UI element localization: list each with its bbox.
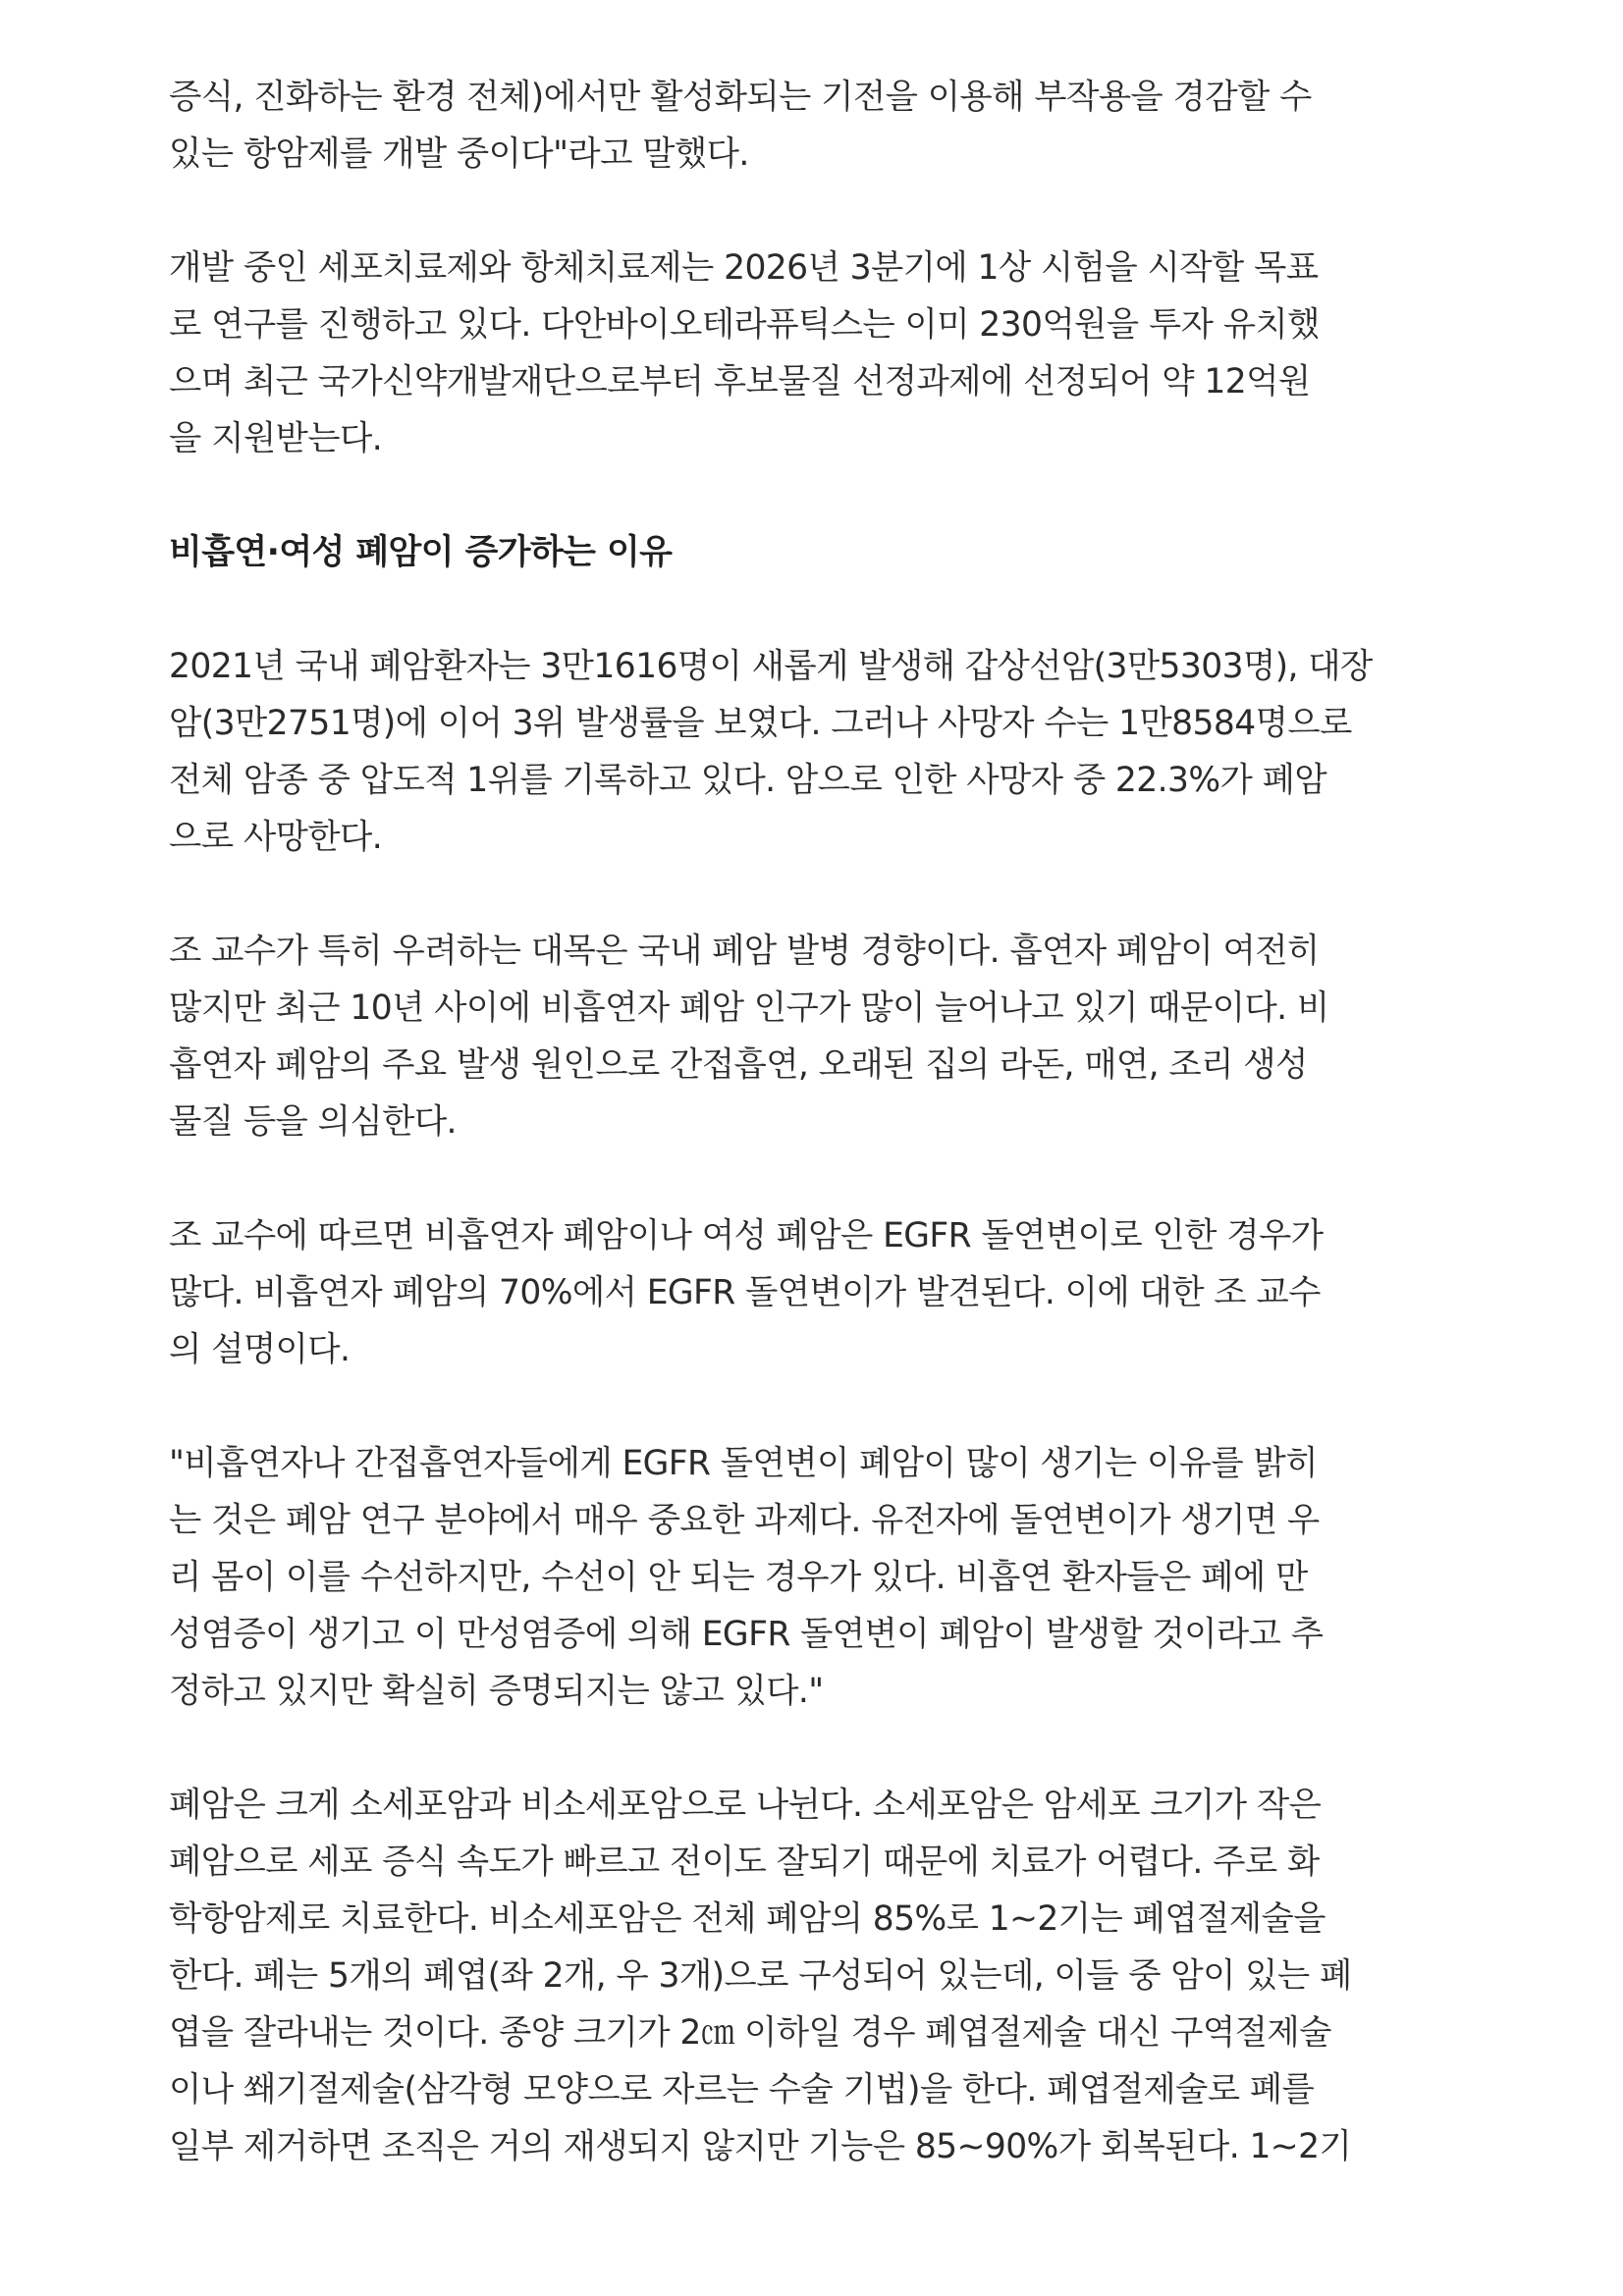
- text-line: 성염증이 생기고 이 만성염증에 의해 EGFR 돌연변이 폐암이 발생할 것이라고 추: [169, 1615, 1324, 1654]
- paragraph: [169, 638, 1475, 866]
- text-line: 한다. 폐는 5개의 폐엽(좌 2개, 우 3개)으로 구성되어 있는데, 이들 중 암이 있는 폐: [169, 1956, 1352, 1996]
- text-line: 개발 중인 세포치료제와 항체치료제는 2026년 3분기에 1상 시험을 시작할 목표: [169, 248, 1319, 288]
- text-line: "비흡연자나 간접흡연자들에게 EGFR 돌연변이 폐암이 많이 생기는 이유를 밝히: [169, 1444, 1318, 1483]
- text-line: 조 교수에 따르면 비흡연자 폐암이나 여성 폐암은 EGFR 돌연변이로 인한 경우가: [169, 1216, 1324, 1255]
- text-line: 조 교수가 특히 우려하는 대목은 국내 폐암 발병 경향이다. 흡연자 폐암이 여전히: [169, 932, 1320, 971]
- paragraph: [169, 1207, 1475, 1378]
- text-line: 이나 쐐기절제술(삼각형 모양으로 자르는 수술 기법)을 한다. 폐엽절제술로 폐를: [169, 2070, 1315, 2109]
- paragraph: [169, 1777, 1475, 2175]
- text-line: 흡연자 폐암의 주요 발생 원인으로 간접흡연, 오래된 집의 라돈, 매연, 조리 생성: [169, 1045, 1308, 1085]
- text-line: 많다. 비흡연자 폐암의 70%에서 EGFR 돌연변이가 발견된다. 이에 대한 조 교수: [169, 1273, 1321, 1312]
- text-line: 폐암으로 세포 증식 속도가 빠르고 전이도 잘되기 때문에 치료가 어렵다. 주로 화: [169, 1842, 1320, 1882]
- text-line: 을 지원받는다.: [169, 419, 383, 458]
- paragraph: [169, 923, 1475, 1150]
- section-heading: 비흡연·여성 폐암이 증가하는 이유: [169, 533, 673, 572]
- text-line: 물질 등을 의심한다.: [169, 1102, 457, 1142]
- text-line: 2021년 국내 폐암환자는 3만1616명이 새롭게 발생해 갑상선암(3만5303명), 대장: [169, 647, 1373, 686]
- text-line: 증식, 진화하는 환경 전체)에서만 활성화되는 기전을 이용해 부작용을 경감할 수: [169, 78, 1312, 117]
- text-line: 으며 최근 국가신약개발재단으로부터 후보물질 선정과제에 선정되어 약 12억원: [169, 362, 1311, 401]
- text-line: 학항암제로 치료한다. 비소세포암은 전체 폐암의 85%로 1~2기는 폐엽절제술을: [169, 1899, 1325, 1939]
- text-line: 는 것은 폐암 연구 분야에서 매우 중요한 과제다. 유전자에 돌연변이가 생기면 우: [169, 1501, 1320, 1540]
- quote-paragraph: [169, 1435, 1475, 1720]
- text-line: 있는 항암제를 개발 중이다"라고 말했다.: [169, 134, 749, 174]
- text-line: 으로 사망한다.: [169, 818, 383, 857]
- text-line: 의 설명이다.: [169, 1330, 351, 1369]
- text-line: 암(3만2751명)에 이어 3위 발생률을 보였다. 그러나 사망자 수는 1만8584명으로: [169, 704, 1352, 743]
- text-line: 리 몸이 이를 수선하지만, 수선이 안 되는 경우가 있다. 비흡연 환자들은 폐에 만: [169, 1558, 1308, 1597]
- paragraph: [169, 240, 1475, 467]
- text-line: 로 연구를 진행하고 있다. 다안바이오테라퓨틱스는 이미 230억원을 투자 유치했: [169, 305, 1320, 345]
- paragraph: [169, 69, 1475, 183]
- text-line: 정하고 있지만 확실히 증명되지는 않고 있다.": [169, 1672, 824, 1711]
- text-line: 전체 암종 중 압도적 1위를 기록하고 있다. 암으로 인한 사망자 중 22.3%가 폐암: [169, 761, 1327, 800]
- text-line: 많지만 최근 10년 사이에 비흡연자 폐암 인구가 많이 늘어나고 있기 때문이다. 비: [169, 988, 1329, 1028]
- text-line: 엽을 잘라내는 것이다. 종양 크기가 2㎝ 이하일 경우 폐엽절제술 대신 구역절제술: [169, 2013, 1331, 2053]
- text-line: 폐암은 크게 소세포암과 비소세포암으로 나뉜다. 소세포암은 암세포 크기가 작은: [169, 1786, 1322, 1825]
- article-body: [169, 69, 1475, 2232]
- text-line: 일부 제거하면 조직은 거의 재생되지 않지만 기능은 85~90%가 회복된다. 1~2기: [169, 2127, 1352, 2166]
